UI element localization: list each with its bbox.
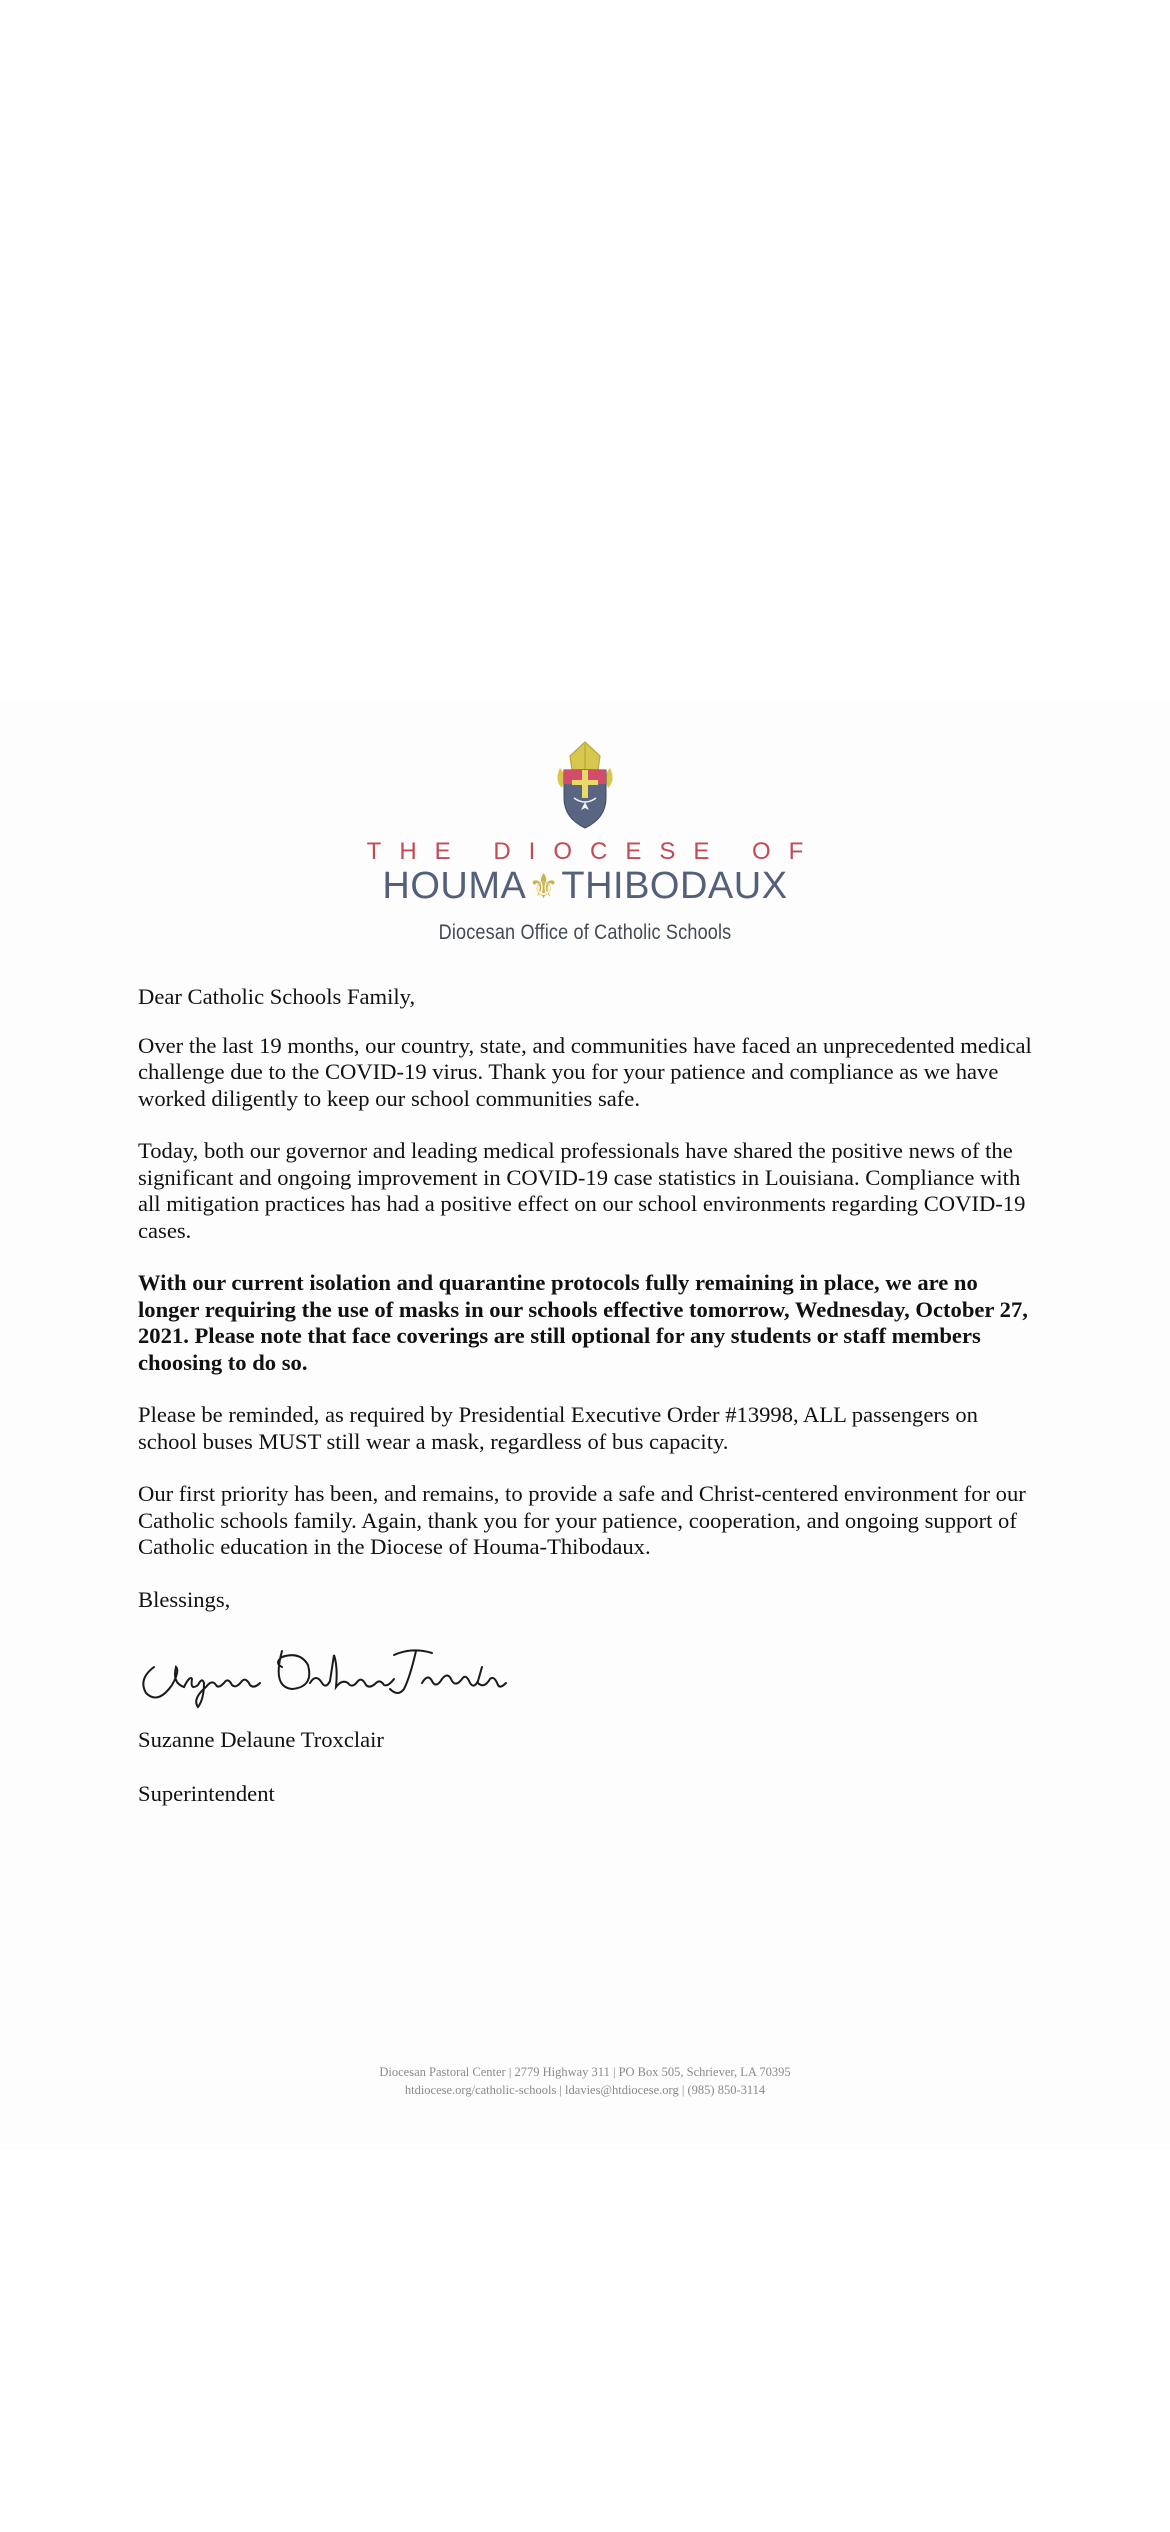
houma-name: HOUMA xyxy=(382,865,527,907)
fleur-de-lis-icon: ⚜ xyxy=(528,868,560,906)
signer-title: Superintendent xyxy=(138,1780,275,1806)
signature xyxy=(132,1627,512,1711)
salutation: Dear Catholic Schools Family, xyxy=(138,984,416,1009)
paragraph-1: Over the last 19 months, our country, state, and communities have faced an unprecedented medical challenge due to the COVID-19 virus. Thank you for your patience and compliance as we have worked diligently to keep our school communities safe. xyxy=(138,1032,1032,1111)
letterhead xyxy=(0,740,1170,945)
paragraph-3: With our current isolation and quarantine protocols fully remaining in place, we are no longer requiring the use of masks in our schools effective tomorrow, Wednesday, October 27, 2021. Please note that face coverings are still optional for any students or staff members choosing to do so. xyxy=(138,1270,1028,1375)
diocese-name xyxy=(0,866,1170,907)
letter-body xyxy=(138,984,1038,1834)
footer-contact: htdiocese.org/catholic-schools | ldavies@htdiocese.org | (985) 850-3114 xyxy=(404,2083,766,2097)
paragraph-5: Our first priority has been, and remains, to provide a safe and Christ-centered environment for our Catholic schools family. Again, thank you for your patience, cooperation, and ongoing support of Catholic education in the Diocese of Houma-Thibodaux. xyxy=(138,1481,1026,1559)
letter-footer xyxy=(0,2063,1170,2099)
thibodaux-name: THIBODAUX xyxy=(561,865,788,907)
office-name: Diocesan Office of Catholic Schools xyxy=(438,921,732,944)
closing: Blessings, xyxy=(138,1586,231,1612)
paragraph-4: Please be reminded, as required by Presidential Executive Order #13998, ALL passengers on school buses MUST still wear a mask, regardless of bus capacity. xyxy=(138,1402,978,1454)
signer-name: Suzanne Delaune Troxclair xyxy=(138,1727,384,1752)
diocese-crest-icon xyxy=(548,740,622,832)
footer-address: Diocesan Pastoral Center | 2779 Highway 311 | PO Box 505, Schriever, LA 70395 xyxy=(379,2065,791,2079)
diocese-title-line: THE DIOCESE OF xyxy=(366,838,822,865)
paragraph-2: Today, both our governor and leading medical professionals have shared the positive news of the significant and ongoing improvement in COVID-19 case statistics in Louisiana. Compliance with all mitigation practices has had a positive effect on our school environments regarding COVID-19 cases. xyxy=(138,1138,1026,1243)
